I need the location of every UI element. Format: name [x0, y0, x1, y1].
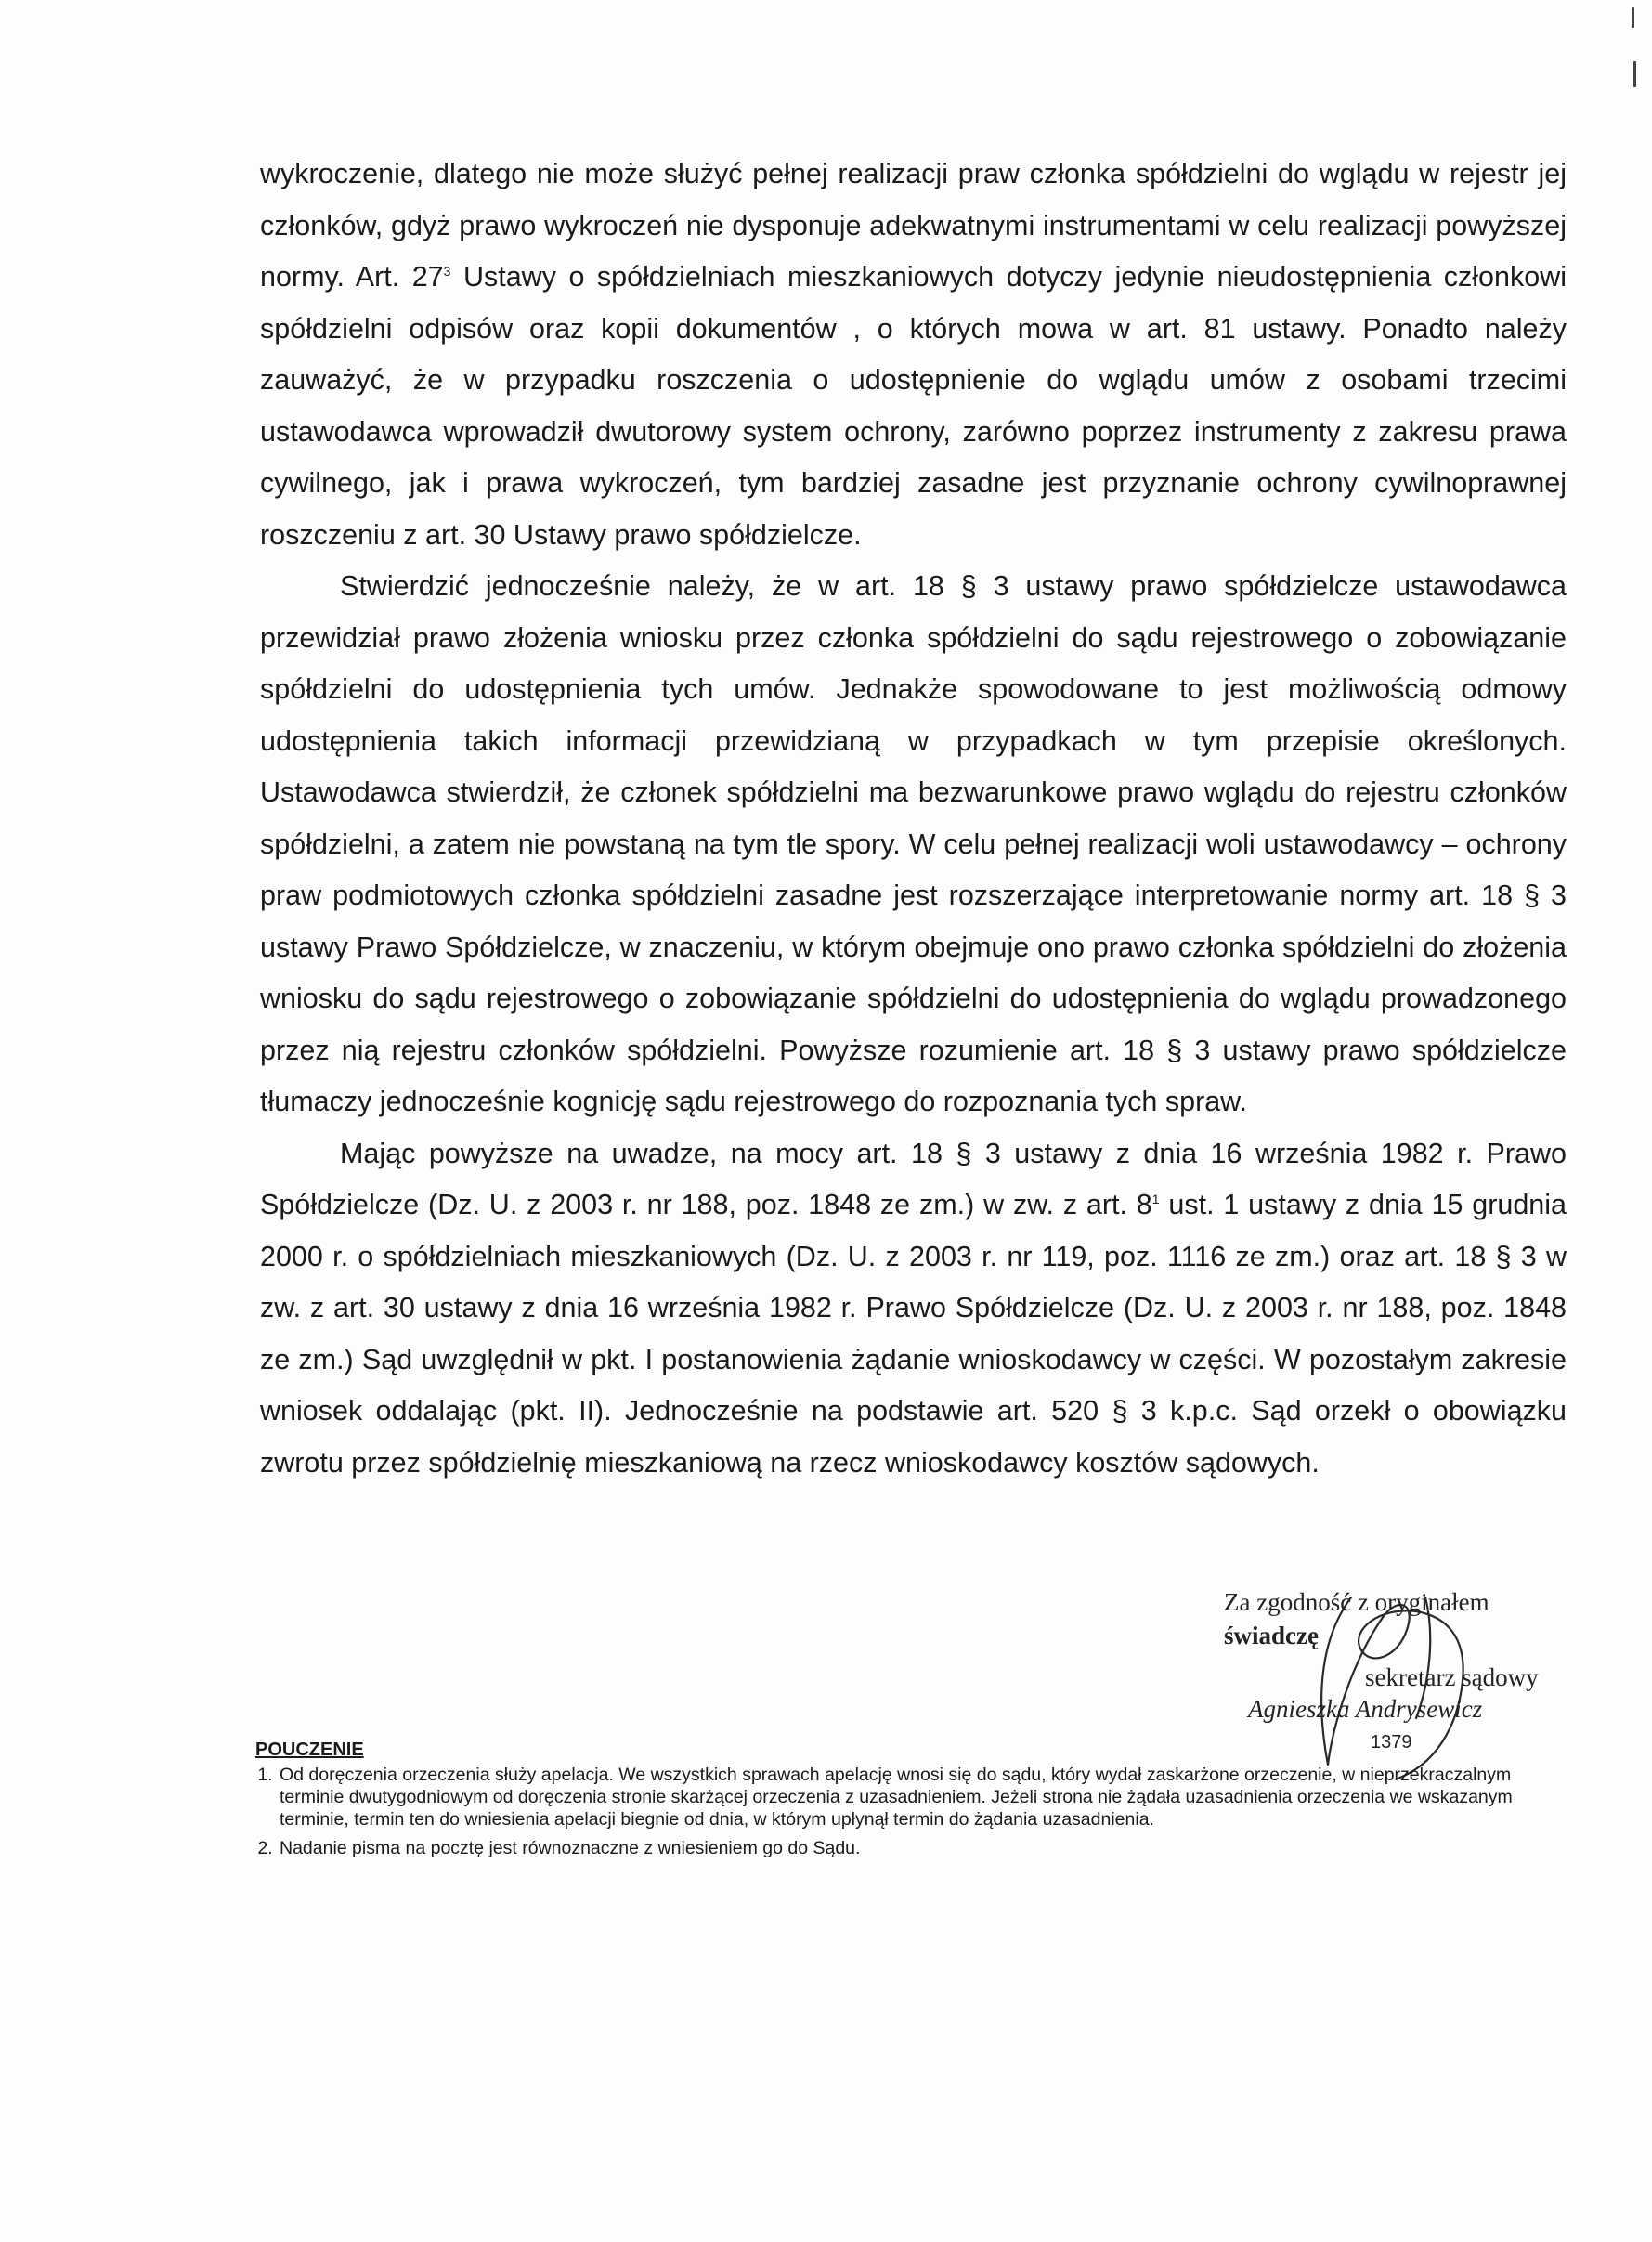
superscript: 1	[1151, 1191, 1160, 1206]
document-body	[260, 149, 1567, 1489]
paragraph-3	[260, 1128, 1567, 1490]
superscript: 3	[443, 263, 451, 279]
notice-heading: POUCZENIE	[255, 1740, 364, 1760]
cert-line-4: Agnieszka Andrysewicz	[1248, 1695, 1483, 1723]
cert-line-3: sekretarz sądowy	[1365, 1663, 1539, 1691]
paragraph-text: ust. 1 ustawy z dnia 15 grudnia 2000 r. o spółdzielniach mieszkaniowych (Dz. U. z 2003 r. nr 119, poz. 1116 ze zm.) oraz art. 18 § 3 w zw. z art. 30 ustawy z dnia 16 września 1982 r. Prawo Spółdzielcze (Dz. U. z 2003 r. nr 188, poz. 1848 ze zm.) Sąd uwzględnił w pkt. I postanowienia żądanie wnioskodawcy w części. W pozostałym zakresie wniosek oddalając (pkt. II). Jednocześnie na podstawie art. 520 § 3 k.p.c. Sąd orzekł o obowiązku zwrotu przez spółdzielnię mieszkaniową na rzecz wnioskodawcy kosztów sądowych.	[260, 1189, 1567, 1479]
cert-line-5: 1379	[1371, 1732, 1412, 1753]
paragraph-text: Mając powyższe na uwadze, na mocy art. 18 § 3 ustawy z dnia 16 września 1982 r. Prawo Spółdzielcze (Dz. U. z 2003 r. nr 188, poz. 1848 ze zm.) w zw. z art. 8	[260, 1137, 1567, 1220]
scan-edge-marks	[1596, 0, 1652, 2242]
legal-notice	[255, 1739, 1574, 1866]
cert-line-1: Za zgodność z oryginałem	[1224, 1588, 1489, 1616]
paragraph-text: wykroczenie, dlatego nie może służyć pełnej realizacji praw członka spółdzielni do wglądu w rejestr jej członków, gdyż prawo wykroczeń nie dysponuje adekwatnymi instrumentami w celu realizacji powyższej normy. Art. 27	[260, 158, 1567, 293]
notice-item: 1. Od doręczenia orzeczenia służy apelacja. We wszystkich sprawach apelację wnosi się do sądu, który wydał zaskarżone orzeczenie, w nieprzekraczalnym terminie dwutygodniowym od doręczenia stronie skarżącej orzeczenia z uzasadnieniem. Jeżeli strona nie żądała uzasadnienia orzeczenia we wskazanym terminie, termin ten do wniesienia apelacji biegnie od dnia, w którym upłynął termin do żądania uzasadnienia.	[278, 1764, 1574, 1831]
notice-item: 2. Nadanie pisma na pocztę jest równoznaczne z wniesieniem go do Sądu.	[278, 1837, 1574, 1859]
paragraph-text: Ustawy o spółdzielniach mieszkaniowych dotyczy jedynie nieudostępnienia członkowi spółdzielni odpisów oraz kopii dokumentów , o których mowa w art. 81 ustawy. Ponadto należy zauważyć, że w przypadku roszczenia o udostępnienie do wglądu umów z osobami trzecimi ustawodawca wprowadził dwutorowy system ochrony, zarówno poprzez instrumenty z zakresu prawa cywilnego, jak i prawa wykroczeń, tym bardziej zasadne jest przyznanie ochrony cywilnoprawnej roszczeniu z art. 30 Ustawy prawo spółdzielcze.	[260, 261, 1567, 551]
paragraph-2	[260, 561, 1567, 1128]
cert-line-2: świadczę	[1224, 1622, 1319, 1649]
paragraph-1	[260, 149, 1567, 561]
notice-list	[255, 1764, 1574, 1859]
paragraph-text: Stwierdzić jednocześnie należy, że w art. 18 § 3 ustawy prawo spółdzielcze ustawodawca przewidział prawo złożenia wniosku przez członka spółdzielni do sądu rejestrowego o zobowiązanie spółdzielni do udostępnienia tych umów. Jednakże spowodowane to jest możliwością odmowy udostępnienia takich informacji przewidzianą w przypadkach w tym przepisie określonych. Ustawodawca stwierdził, że członek spółdzielni ma bezwarunkowe prawo wglądu do rejestru członków spółdzielni, a zatem nie powstaną na tym tle spory. W celu pełnej realizacji woli ustawodawcy – ochrony praw podmiotowych członka spółdzielni zasadne jest rozszerzające interpretowanie normy art. 18 § 3 ustawy Prawo Spółdzielcze, w znaczeniu, w którym obejmuje ono prawo członka spółdzielni do złożenia wniosku do sądu rejestrowego o zobowiązanie spółdzielni do udostępnienia do wglądu prowadzonego przez nią rejestru członków spółdzielni. Powyższe rozumienie art. 18 § 3 ustawy prawo spółdzielcze tłumaczy jednocześnie kognicję sądu rejestrowego do rozpoznania tych spraw.	[260, 570, 1567, 1117]
